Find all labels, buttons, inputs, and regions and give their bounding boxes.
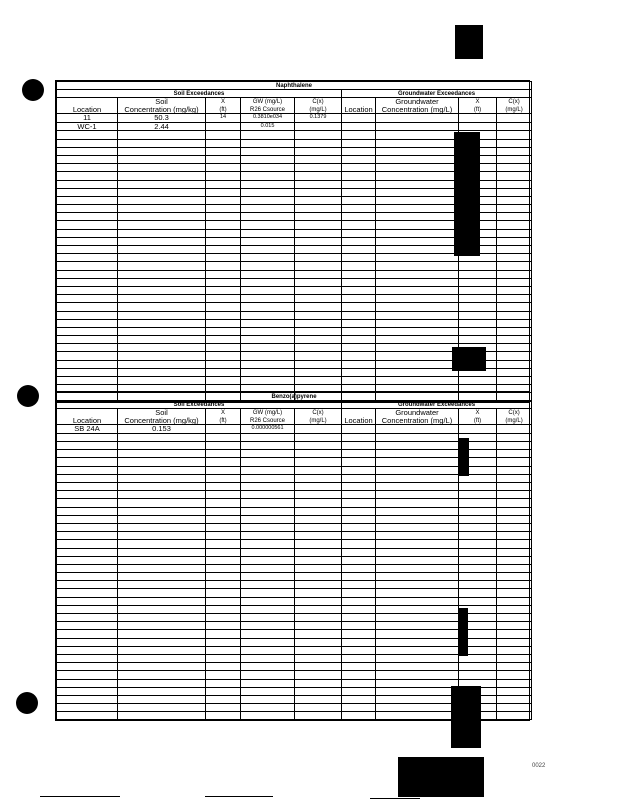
cell-gw: 0.000000561 (241, 425, 295, 434)
empty-row (57, 377, 532, 385)
empty-row (57, 262, 532, 270)
col-cx-bottom: (mg/L) (295, 417, 342, 425)
empty-row (57, 311, 532, 319)
punch-hole-bottom (16, 692, 38, 714)
empty-row (57, 581, 532, 589)
scan-line (205, 796, 273, 797)
cell-x (206, 425, 241, 434)
col-g-gw-bottom: Concentration (mg/L) (376, 106, 459, 114)
col-g-cx-bottom: (mg/L) (497, 417, 532, 425)
col-x-top: X (206, 409, 241, 417)
soil-section-header: Soil Exceedances (57, 90, 342, 98)
empty-row (57, 319, 532, 327)
cell-x: 14 (206, 114, 241, 123)
col-g-x-bottom: (ft) (459, 417, 497, 425)
page-mark: 0022 (532, 763, 546, 769)
empty-row (57, 573, 532, 581)
col-soil-bottom: Concentration (mg/kg) (118, 106, 206, 114)
col-g-cx-top: C(x) (497, 409, 532, 417)
empty-row (57, 327, 532, 335)
redaction-block (451, 686, 481, 748)
col-cx-bottom: (mg/L) (295, 106, 342, 114)
col-g-cx-bottom: (mg/L) (497, 106, 532, 114)
table-title: Benzo(a)pyrene (57, 393, 532, 401)
col-location: Location (57, 98, 118, 114)
cell-location: WC-1 (57, 122, 118, 131)
col-g-gw-bottom: Concentration (mg/L) (376, 417, 459, 425)
redaction-block (398, 757, 484, 797)
table-row (57, 425, 532, 434)
scan-line (40, 796, 120, 797)
empty-row (57, 540, 532, 548)
empty-row (57, 532, 532, 540)
groundwater-section-header: Groundwater Exceedances (342, 90, 532, 98)
empty-row (57, 663, 532, 671)
col-cx-top: C(x) (295, 98, 342, 106)
col-location: Location (57, 409, 118, 425)
cell-cx (295, 122, 342, 131)
empty-row (57, 507, 532, 515)
redaction-block (454, 132, 480, 256)
groundwater-section-header: Groundwater Exceedances (342, 401, 532, 409)
col-g-cx-top: C(x) (497, 98, 532, 106)
col-gw-bottom: R26 Csource (241, 106, 295, 114)
col-cx-top: C(x) (295, 409, 342, 417)
empty-row (57, 548, 532, 556)
empty-row (57, 278, 532, 286)
empty-row (57, 515, 532, 523)
col-soil-top: Soil (118, 409, 206, 417)
empty-row (57, 597, 532, 605)
cell-soil: 2.44 (118, 122, 206, 131)
empty-row (57, 556, 532, 564)
empty-row (57, 499, 532, 507)
col-g-x-top: X (459, 98, 497, 106)
redaction-block (458, 608, 468, 656)
empty-row (57, 270, 532, 278)
cell-cx (295, 425, 342, 434)
table-row (57, 122, 532, 131)
col-g-location: Location (342, 98, 376, 114)
col-x-bottom: (ft) (206, 417, 241, 425)
empty-rows (57, 433, 532, 720)
col-soil-top: Soil (118, 98, 206, 106)
cell-soil: 50.3 (118, 114, 206, 123)
cell-x (206, 122, 241, 131)
col-g-x-top: X (459, 409, 497, 417)
cell-gw: 0.015 (241, 122, 295, 131)
empty-row (57, 295, 532, 303)
col-gw-bottom: R26 Csource (241, 417, 295, 425)
cell-cx: 0.1379 (295, 114, 342, 123)
cell-location: 11 (57, 114, 118, 123)
col-x-top: X (206, 98, 241, 106)
col-gw-top: GW (mg/L) (241, 98, 295, 106)
cell-location: SB 24A (57, 425, 118, 434)
punch-hole-top (22, 79, 44, 101)
cell-gw: 0.3810e034 (241, 114, 295, 123)
col-g-x-bottom: (ft) (459, 106, 497, 114)
redaction-block (452, 347, 486, 371)
col-g-gw-top: Groundwater (376, 409, 459, 417)
table-row (57, 114, 532, 123)
redaction-block (459, 438, 469, 476)
col-gw-top: GW (mg/L) (241, 409, 295, 417)
col-g-gw-top: Groundwater (376, 98, 459, 106)
punch-hole-middle (17, 385, 39, 407)
cell-soil: 0.153 (118, 425, 206, 434)
col-soil-bottom: Concentration (mg/kg) (118, 417, 206, 425)
soil-section-header: Soil Exceedances (57, 401, 342, 409)
empty-row (57, 286, 532, 294)
empty-row (57, 523, 532, 531)
empty-row (57, 303, 532, 311)
empty-row (57, 589, 532, 597)
empty-row (57, 491, 532, 499)
col-g-location: Location (342, 409, 376, 425)
table-title: Naphthalene (57, 82, 532, 90)
scan-line (370, 798, 420, 799)
empty-row (57, 483, 532, 491)
empty-row (57, 564, 532, 572)
empty-row (57, 671, 532, 679)
col-x-bottom: (ft) (206, 106, 241, 114)
empty-row (57, 336, 532, 344)
redaction-block (455, 25, 483, 59)
